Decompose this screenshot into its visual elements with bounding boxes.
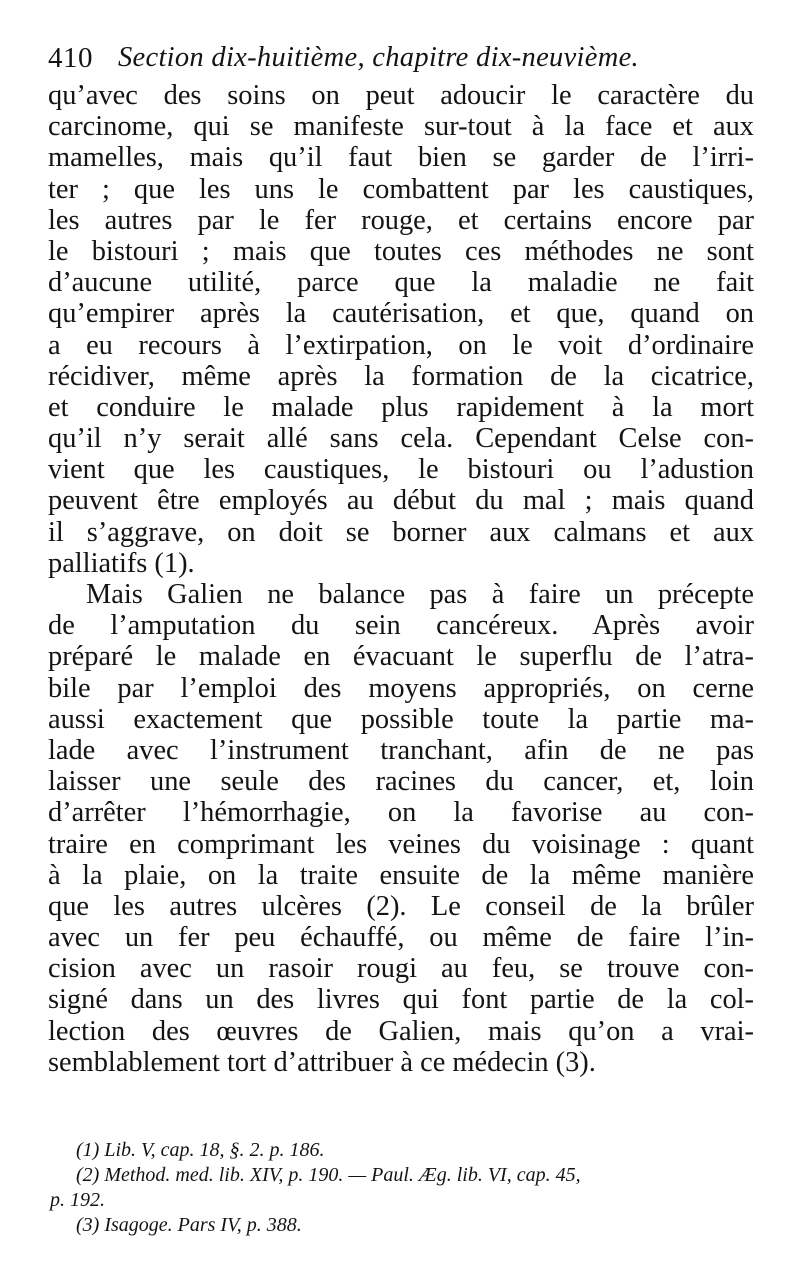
page-number: 410 xyxy=(48,42,93,74)
text-line: semblablement tort d’attribuer à ce médecin (3). xyxy=(48,1046,596,1078)
text-line: lection des œuvres de Galien, mais qu’on a vrai- xyxy=(48,1015,754,1047)
text-line: peuvent être employés au début du mal ; mais quand xyxy=(48,485,754,517)
text-line: et conduire le malade plus rapidement à la mort xyxy=(48,391,754,423)
text-line: d’aucune utilité, parce que la maladie ne fait xyxy=(48,267,754,299)
text-line: le bistouri ; mais que toutes ces méthodes ne sont xyxy=(48,235,754,267)
text-line: laisser une seule des racines du cancer, et, loin xyxy=(48,766,754,798)
paragraph-2 xyxy=(48,579,754,1078)
text-line: avec un fer peu échauffé, ou même de faire l’in- xyxy=(48,922,754,954)
footnote-3: (3) Isagoge. Pars IV, p. 388. xyxy=(76,1214,302,1236)
text-line: qu’il n’y serait allé sans cela. Cependant Celse con- xyxy=(48,423,754,455)
text-line: les autres par le fer rouge, et certains encore par xyxy=(48,204,754,236)
text-line: signé dans un des livres qui font partie de la col- xyxy=(48,984,754,1016)
text-line: qu’avec des soins on peut adoucir le caractère du xyxy=(48,80,754,111)
text-line: palliatifs (1). xyxy=(48,547,195,579)
running-head: Section dix-huitième, chapitre dix-neuvième. xyxy=(118,42,639,73)
text-line: de l’amputation du sein cancéreux. Après avoir xyxy=(48,610,754,642)
text-line: bile par l’emploi des moyens appropriés, on cerne xyxy=(48,672,754,704)
footnote-2: (2) Method. med. lib. XIV, p. 190. — Paul. Æg. lib. VI, cap. 45, xyxy=(76,1164,581,1186)
text-line: il s’aggrave, on doit se borner aux calmans et aux xyxy=(48,516,754,548)
text-line: mamelles, mais qu’il faut bien se garder de l’irri- xyxy=(48,142,754,174)
footnote-1: (1) Lib. V, cap. 18, §. 2. p. 186. xyxy=(76,1139,325,1161)
footnotes xyxy=(50,1138,762,1238)
paragraph-1 xyxy=(48,80,754,579)
text-line: aussi exactement que possible toute la partie ma- xyxy=(48,703,754,735)
page-header xyxy=(48,28,758,80)
text-line: ter ; que les uns le combattent par les caustiques, xyxy=(48,173,754,205)
text-line: a eu recours à l’extirpation, on le voit d’ordinaire xyxy=(48,329,754,361)
footnote-2-continued: p. 192. xyxy=(50,1189,105,1211)
text-line: qu’empirer après la cautérisation, et que, quand on xyxy=(48,298,754,330)
text-line: cision avec un rasoir rougi au feu, se trouve con- xyxy=(48,953,754,985)
text-line: traire en comprimant les veines du voisinage : quant xyxy=(48,828,754,860)
text-line: lade avec l’instrument tranchant, afin de ne pas xyxy=(48,734,754,766)
text-line: récidiver, même après la formation de la cicatrice, xyxy=(48,360,754,392)
text-line: carcinome, qui se manifeste sur-tout à la face et aux xyxy=(48,111,754,143)
text-line: à la plaie, on la traite ensuite de la même manière xyxy=(48,859,754,891)
text-line: vient que les caustiques, le bistouri ou l’adustion xyxy=(48,454,754,486)
text-line: que les autres ulcères (2). Le conseil de la brûler xyxy=(48,890,754,922)
text-line: préparé le malade en évacuant le superflu de l’atra- xyxy=(48,641,754,673)
text-line: d’arrêter l’hémorrhagie, on la favorise au con- xyxy=(48,797,754,829)
text-line: Mais Galien ne balance pas à faire un précepte xyxy=(86,579,754,610)
body-text xyxy=(48,80,754,1078)
